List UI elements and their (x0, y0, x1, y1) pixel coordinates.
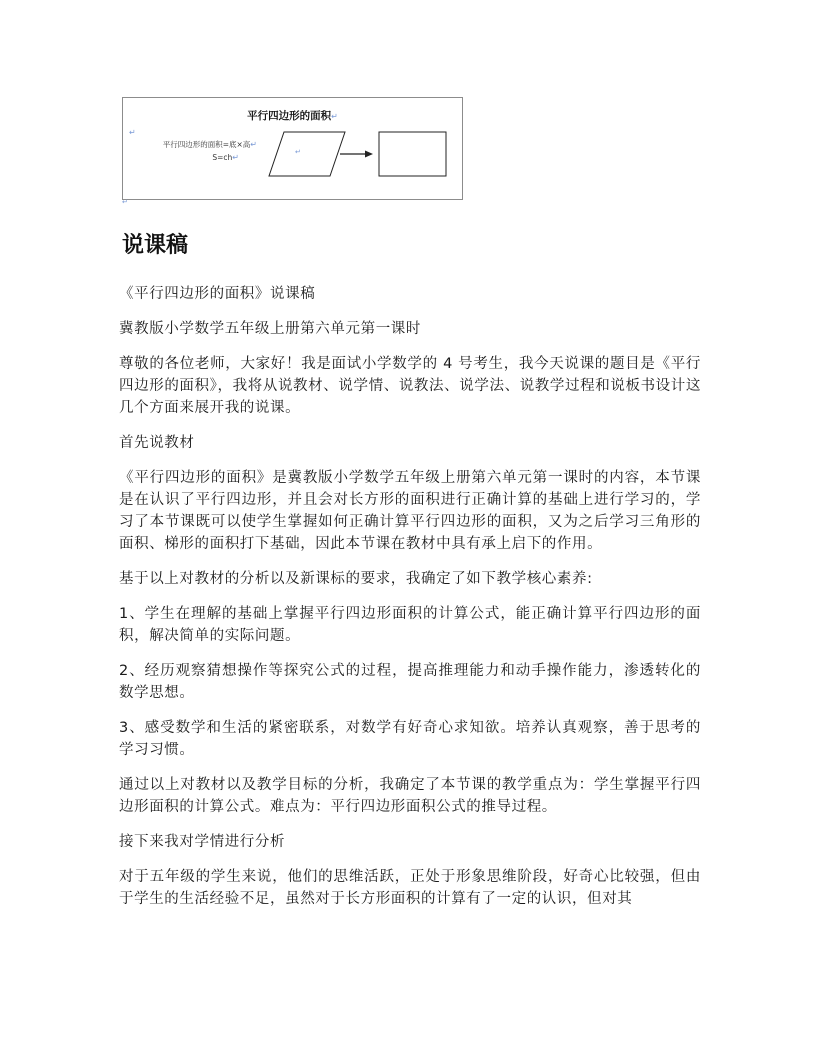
rectangle-shape (379, 132, 446, 176)
paragraph: 2、经历观察猜想操作等探究公式的过程，提高推理能力和动手操作能力，渗透转化的数学思想。 (119, 663, 701, 701)
paragraph: 《平行四边形的面积》是冀教版小学数学五年级上册第六单元第一课时的内容，本节课是在认识了平行四边形，并且会对长方形的面积进行正确计算的基础上进行学习的，学习了本节课既可以使学生掌握如何正确计算平行四边形的面积，又为之后学习三角形的面积、梯形的面积打下基础，因此本节课在教材中具有承上启下的作用。 (119, 470, 701, 552)
paragraph-mark: ↵ (331, 112, 338, 121)
paragraph: 首先说教材 (119, 435, 195, 451)
paragraph: 基于以上对教材的分析以及新课标的要求，我确定了如下教学核心素养: (119, 571, 593, 587)
paragraph: 尊敬的各位老师，大家好！我是面试小学数学的 4 号考生，我今天说课的题目是《平行四边形的面积》，我将从说教材、说学情、说教法、说学法、说教学过程和说板书设计这几个方面来展开我的说课。 (119, 356, 701, 416)
figure-drawing (123, 98, 464, 201)
diagram-figure (122, 97, 463, 200)
paragraph-mark: ↵ (295, 148, 301, 156)
figure-title-text: 平行四边形的面积 (247, 110, 332, 122)
formula-symbolic: S=ch (212, 153, 233, 162)
paragraph: 对于五年级的学生来说，他们的思维活跃，正处于形象思维阶段，好奇心比较强，但由于学生的生活经验不足，虽然对于长方形面积的计算有了一定的认识，但对其 (119, 869, 701, 907)
paragraph-mark: ↵ (250, 140, 257, 149)
document-body (119, 283, 701, 923)
arrow-head (365, 151, 373, 158)
paragraph: 1、学生在理解的基础上掌握平行四边形面积的计算公式，能正确计算平行四边形的面积，解决简单的实际问题。 (119, 606, 701, 644)
paragraph-mark: ↵ (232, 153, 239, 162)
paragraph: 接下来我对学情进行分析 (119, 834, 286, 850)
paragraph: 《平行四边形的面积》说课稿 (119, 286, 316, 302)
paragraph-mark: ↵ (129, 128, 136, 137)
paragraph: 3、感受数学和生活的紧密联系，对数学有好奇心求知欲。培养认真观察，善于思考的学习习惯。 (119, 720, 701, 758)
parallelogram-shape (269, 132, 345, 176)
paragraph: 通过以上对教材以及教学目标的分析，我确定了本节课的教学重点为：学生掌握平行四边形面积的计算公式。难点为：平行四边形面积公式的推导过程。 (119, 777, 701, 815)
paragraph-mark: ↵ (122, 198, 128, 206)
formula-text: 平行四边形的面积=底×高 (162, 140, 251, 149)
document-heading: 说课稿 (122, 233, 189, 258)
paragraph: 冀教版小学数学五年级上册第六单元第一课时 (119, 321, 421, 337)
